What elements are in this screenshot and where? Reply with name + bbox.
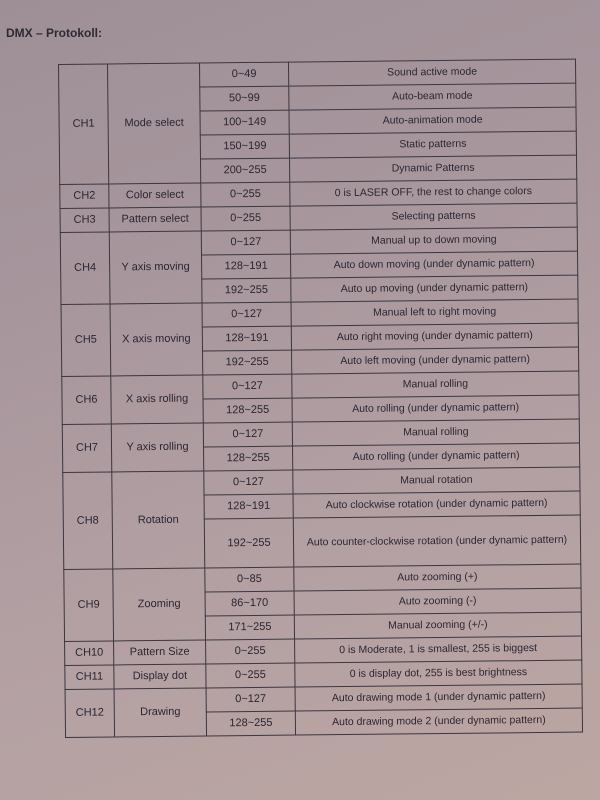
description-cell: Manual up to down moving [290, 227, 577, 254]
description-cell: Auto clockwise rotation (under dynamic pattern) [293, 491, 580, 518]
function-cell: Color select [109, 183, 201, 208]
description-cell: Manual zooming (+/-) [294, 612, 581, 639]
value-range-cell: 0~255 [206, 639, 295, 664]
value-range-cell: 86~170 [205, 591, 294, 616]
value-range-cell: 0~255 [201, 182, 290, 207]
function-cell: Pattern Size [114, 640, 206, 665]
value-range-cell: 0~49 [199, 62, 288, 87]
description-cell: Auto-animation mode [289, 107, 576, 134]
value-range-cell: 192~255 [203, 350, 292, 375]
channel-cell: CH2 [60, 184, 109, 209]
value-range-cell: 50~99 [200, 86, 289, 111]
description-cell: 0 is Moderate, 1 is smallest, 255 is biggest [295, 636, 582, 663]
page-heading: DMX – Protokoll: [6, 26, 103, 40]
channel-cell: CH7 [62, 424, 111, 473]
value-range-cell: 128~255 [203, 398, 292, 423]
value-range-cell: 100~149 [200, 110, 289, 135]
description-cell: Auto-beam mode [289, 83, 576, 110]
description-cell: 0 is display dot, 255 is best brightness [295, 660, 582, 687]
value-range-cell: 128~255 [206, 711, 295, 736]
description-cell: Auto drawing mode 1 (under dynamic pattern) [295, 684, 582, 711]
channel-cell: CH4 [60, 232, 110, 305]
channel-cell: CH12 [65, 689, 114, 738]
value-range-cell: 0~127 [202, 302, 291, 327]
description-cell: Sound active mode [288, 59, 575, 86]
value-range-cell: 192~255 [202, 278, 291, 303]
description-cell: Manual rotation [293, 467, 580, 494]
value-range-cell: 0~255 [206, 663, 295, 688]
function-cell: Display dot [114, 664, 206, 689]
description-cell: Auto counter-clockwise rotation (under dynamic pattern) [293, 515, 580, 567]
dmx-table-body [59, 59, 583, 737]
description-cell: Manual rolling [292, 371, 579, 398]
description-cell: Auto rolling (under dynamic pattern) [293, 443, 580, 470]
value-range-cell: 0~127 [206, 687, 295, 712]
description-cell: 0 is LASER OFF, the rest to change colors [290, 179, 577, 206]
description-cell: Auto zooming (+) [294, 564, 581, 591]
description-cell: Auto down moving (under dynamic pattern) [291, 251, 578, 278]
description-cell: Auto drawing mode 2 (under dynamic pattern) [295, 708, 582, 735]
description-cell: Auto zooming (-) [294, 588, 581, 615]
function-cell: X axis rolling [111, 375, 203, 424]
channel-cell: CH3 [60, 208, 109, 233]
value-range-cell: 0~127 [203, 422, 292, 447]
channel-cell: CH6 [62, 376, 111, 425]
value-range-cell: 0~255 [201, 206, 290, 231]
description-cell: Auto up moving (under dynamic pattern) [291, 275, 578, 302]
description-cell: Dynamic Patterns [289, 155, 576, 182]
value-range-cell: 0~85 [205, 567, 294, 592]
function-cell: Drawing [114, 688, 206, 737]
description-cell: Auto right moving (under dynamic pattern) [291, 323, 578, 350]
description-cell: Auto rolling (under dynamic pattern) [292, 395, 579, 422]
function-cell: Pattern select [109, 207, 201, 232]
value-range-cell: 128~191 [202, 254, 291, 279]
value-range-cell: 192~255 [204, 518, 294, 568]
channel-cell: CH1 [59, 64, 109, 185]
value-range-cell: 128~191 [204, 494, 293, 519]
channel-cell: CH8 [63, 472, 113, 570]
function-cell: Mode select [108, 63, 201, 184]
value-range-cell: 0~127 [203, 374, 292, 399]
value-range-cell: 128~255 [204, 446, 293, 471]
function-cell: Y axis rolling [111, 423, 203, 472]
function-cell: Y axis moving [109, 231, 202, 304]
value-range-cell: 150~199 [200, 134, 289, 159]
channel-cell: CH5 [61, 304, 111, 377]
dmx-protocol-table [58, 59, 583, 738]
value-range-cell: 171~255 [205, 615, 294, 640]
function-cell: X axis moving [110, 303, 203, 376]
channel-cell: CH11 [65, 665, 114, 690]
value-range-cell: 0~127 [201, 230, 290, 255]
description-cell: Auto left moving (under dynamic pattern) [292, 347, 579, 374]
description-cell: Static patterns [289, 131, 576, 158]
value-range-cell: 128~191 [202, 326, 291, 351]
description-cell: Manual left to right moving [291, 299, 578, 326]
channel-cell: CH9 [64, 569, 114, 642]
function-cell: Zooming [113, 568, 206, 641]
value-range-cell: 0~127 [204, 470, 293, 495]
description-cell: Manual rolling [292, 419, 579, 446]
value-range-cell: 200~255 [201, 158, 290, 183]
description-cell: Selecting patterns [290, 203, 577, 230]
function-cell: Rotation [112, 471, 205, 569]
channel-cell: CH10 [65, 641, 114, 666]
